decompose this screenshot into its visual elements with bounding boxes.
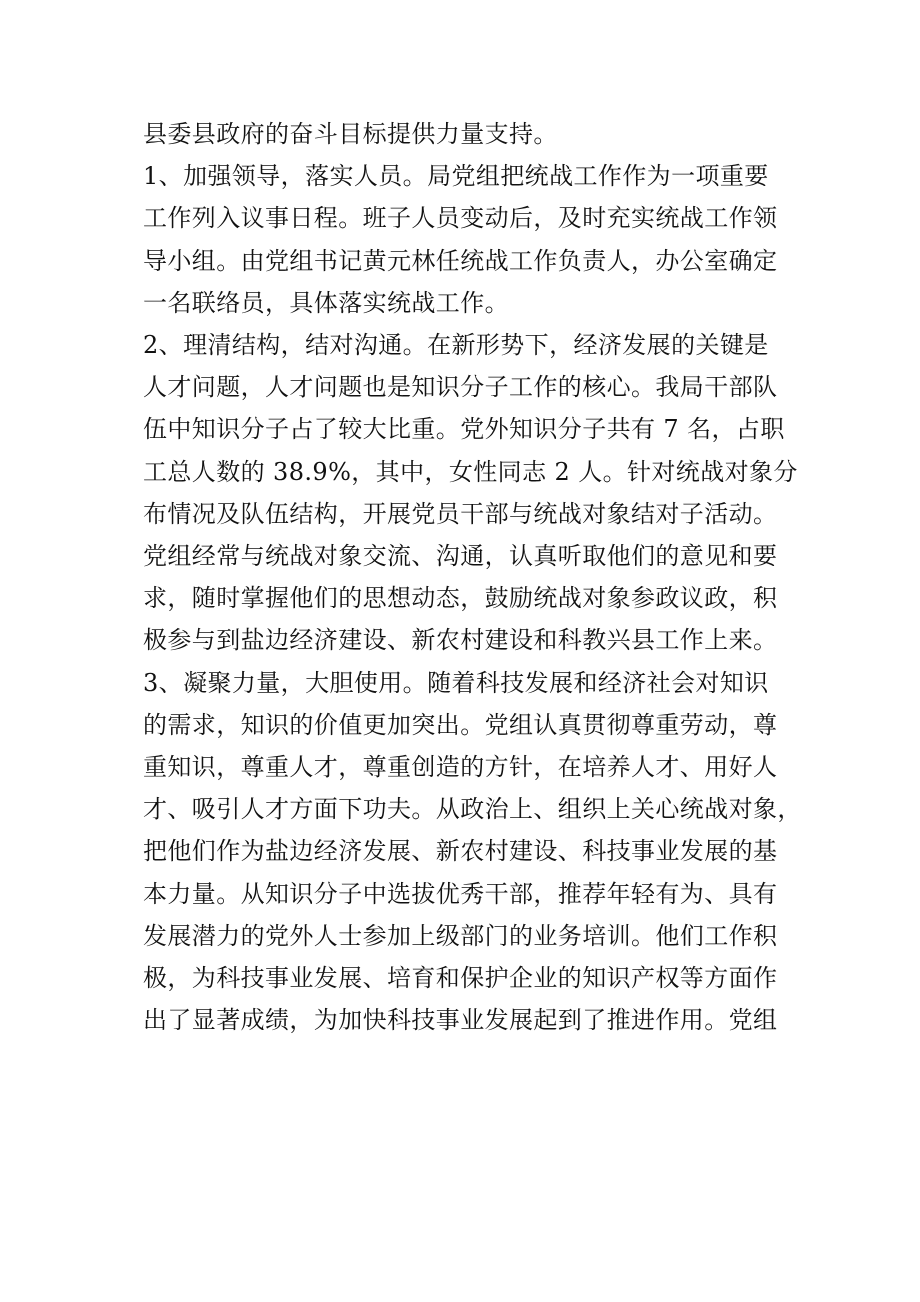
text-line: 发展潜力的党外人士参加上级部门的业务培训。他们工作积 <box>143 921 778 950</box>
text-line: 县委县政府的奋斗目标提供力量支持。 <box>143 120 558 148</box>
text-line: 人才问题，人才问题也是知识分子工作的核心。我局干部队 <box>143 373 778 402</box>
text-line: 把他们作为盐边经济发展、新农村建设、科技事业发展的基 <box>143 837 778 866</box>
text-line: 极参与到盐边经济建设、新农村建设和科教兴县工作上来。 <box>143 626 778 655</box>
paragraph-1-leadership <box>143 155 793 324</box>
paragraph-2-structure <box>143 324 798 662</box>
text-line: 导小组。由党组书记黄元林任统战工作负责人，办公室确定 <box>143 246 778 275</box>
text-line: 伍中知识分子占了较大比重。党外知识分子共有 7 名，占职 <box>143 415 785 444</box>
paragraph-3-cohesion <box>143 662 802 1042</box>
text-line: 党组经常与统战对象交流、沟通，认真听取他们的意见和要 <box>143 542 778 571</box>
text-line: 布情况及队伍结构，开展党员干部与统战对象结对子活动。 <box>143 499 778 528</box>
text-line: 极，为科技事业发展、培育和保护企业的知识产权等方面作 <box>143 964 778 993</box>
text-line: 本力量。从知识分子中选拔优秀干部，推荐年轻有为、具有 <box>143 879 778 908</box>
text-line: 才、吸引人才方面下功夫。从政治上、组织上关心统战对象， <box>143 795 802 824</box>
text-line: 重知识，尊重人才，尊重创造的方针，在培养人才、用好人 <box>143 753 778 782</box>
document-body <box>143 113 802 1041</box>
text-line: 出了显著成绩，为加快科技事业发展起到了推进作用。党组 <box>143 1006 778 1035</box>
text-line: 1、加强领导，落实人员。局党组把统战工作作为一项重要 <box>143 162 769 191</box>
text-line: 工总人数的 38.9%，其中，女性同志 2 人。针对统战对象分 <box>143 457 798 486</box>
text-line: 工作列入议事日程。班子人员变动后，及时充实统战工作领 <box>143 204 778 233</box>
text-line: 2、理清结构，结对沟通。在新形势下，经济发展的关键是 <box>143 331 769 360</box>
text-line: 求，随时掌握他们的思想动态，鼓励统战对象参政议政，积 <box>143 584 778 613</box>
text-line: 3、凝聚力量，大胆使用。随着科技发展和经济社会对知识 <box>143 668 769 697</box>
paragraph-continuation <box>143 113 793 155</box>
text-line: 一名联络员，具体落实统战工作。 <box>143 288 509 317</box>
text-line: 的需求，知识的价值更加突出。党组认真贯彻尊重劳动，尊 <box>143 710 778 739</box>
